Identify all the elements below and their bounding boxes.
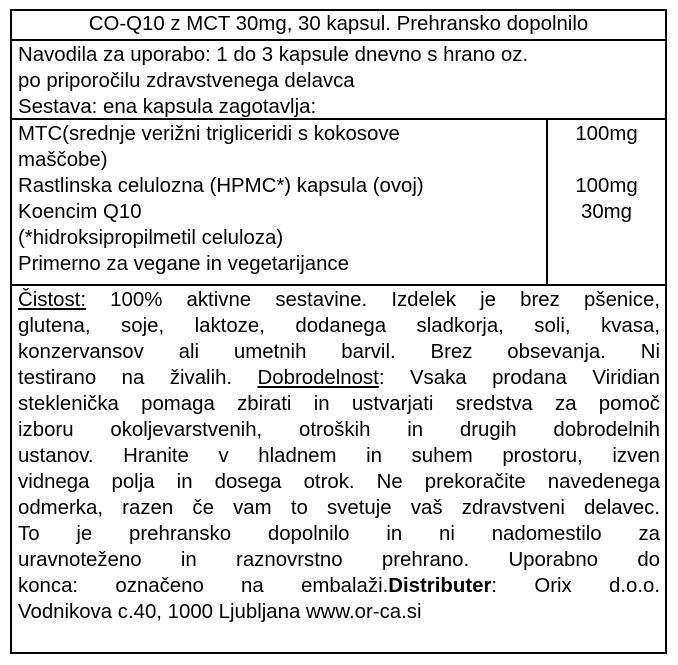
amount-coq10: 30mg: [580, 201, 632, 223]
ingredients-table: [12, 120, 665, 286]
supplement-label: [10, 9, 667, 654]
charity-label: Dobrodelnost: [257, 367, 379, 389]
vegan-note: Primerno za vegane in vegetarijance: [18, 253, 349, 275]
info-line-4: testirano na živalih. Dobrodelnost: Vsaka prodana Viridian: [18, 367, 660, 389]
purity-label: Čistost:: [18, 289, 86, 311]
instructions-section: [12, 41, 665, 120]
composition-heading: Sestava: ena kapsula zagotavlja:: [18, 96, 317, 118]
ingredient-footnote: (*hidroksipropilmetil celuloza): [18, 227, 284, 249]
instructions-line-2: po priporočilu zdravstvenega delavca: [18, 70, 355, 92]
info-line-1: Čistost: 100% aktivne sestavine. Izdelek je brez pšenice,: [18, 289, 660, 311]
info-line-9: odmerka, razen če vam to svetuje vaš zdravstveni delavec.: [18, 497, 660, 519]
info-line-12: konca: označeno na embalaži.Distributer: Orix d.o.o.: [18, 575, 660, 597]
info-line-13: Vodnikova c.40, 1000 Ljubljana www.or-ca.si: [18, 601, 422, 623]
ingredient-mct-line-1: MTC(srednje verižni trigliceridi s kokosove: [18, 123, 400, 145]
info-line-11: uravnoteženo in raznovrstno prehrano. Uporabno do: [18, 549, 660, 571]
info-line-5: steklenička pomaga zbirati in ustvarjati sredstva za pomoč: [18, 393, 660, 415]
info-line-7: ustanov. Hranite v hladnem in suhem prostoru, izven: [18, 445, 660, 467]
info-line-2: glutena, soje, laktoze, dodanega sladkorja, soli, kvasa,: [18, 315, 660, 337]
instructions-line-1: Navodila za uporabo: 1 do 3 kapsule dnevno s hrano oz.: [18, 44, 529, 66]
ingredient-names: [12, 120, 548, 284]
info-line-8: vidnega polja in dosega otrok. Ne prekoračite navedenega: [18, 471, 660, 493]
label-title: CO-Q10 z MCT 30mg, 30 kapsul. Prehransko dopolnilo: [12, 11, 665, 41]
ingredient-capsule: Rastlinska celulozna (HPMC*) kapsula (ovoj): [18, 175, 424, 197]
info-line-10: To je prehransko dopolnilo in ni nadomestilo za: [18, 523, 660, 545]
amount-spacer: [548, 147, 665, 173]
ingredient-mct-line-2: maščobe): [18, 149, 108, 171]
info-line-3: konzervansov ali umetnih barvil. Brez obsevanja. Ni: [18, 341, 660, 363]
ingredient-amounts: [548, 120, 665, 284]
ingredient-coq10: Koencim Q10: [18, 201, 142, 223]
amount-mct: 100mg: [575, 123, 638, 145]
distributor-label: Distributer: [388, 575, 492, 597]
info-paragraph: [12, 286, 665, 625]
info-line-6: izboru okoljevarstvenih, otroških in drugih dobrodelnih: [18, 419, 660, 441]
amount-capsule: 100mg: [575, 175, 638, 197]
